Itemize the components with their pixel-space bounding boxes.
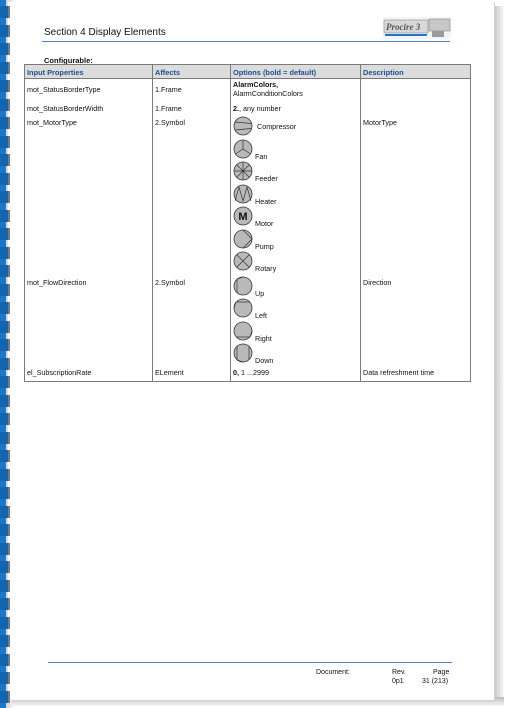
property-name: mot_StatusBorderWidth (27, 104, 104, 113)
option-fan (233, 139, 358, 162)
property-name: mot_MotorType (27, 118, 77, 127)
binding-ring (0, 543, 10, 555)
option-label: Heater (255, 196, 277, 206)
binding-ring (0, 487, 10, 499)
description-value: Data refreshment time (363, 367, 435, 377)
table-row-status-border-width (25, 101, 471, 115)
description-value: Direction (363, 277, 392, 287)
logo-text: Procire 3 (386, 22, 421, 32)
section-title: Section 4 Display Elements (44, 27, 166, 38)
affects-value: ELement (155, 367, 184, 377)
binding-ring (0, 413, 10, 425)
affects-value: 2.Symbol (155, 277, 185, 287)
binding-ring (0, 228, 10, 240)
option-down (233, 343, 358, 366)
table-row-flow-direction (25, 275, 471, 367)
table-row-subscription-rate (25, 367, 471, 382)
footer-rev-label: Rev. (392, 669, 406, 676)
binding-ring (0, 247, 10, 259)
binding-ring (0, 6, 10, 18)
option-label: Motor (255, 219, 274, 228)
binding-ring (0, 654, 10, 666)
binding-ring (0, 524, 10, 536)
option-default: 2. (233, 104, 239, 113)
property-name: mot_FlowDirection (27, 277, 87, 287)
binding-ring (0, 358, 10, 370)
fan-icon (233, 139, 253, 159)
col-header-description: Description (361, 65, 471, 79)
binding-ring (0, 99, 10, 111)
option-label: Pump (255, 241, 274, 251)
option-pump (233, 229, 358, 252)
table-row-motor-type (25, 115, 471, 275)
binding-ring (0, 580, 10, 592)
motor-icon (233, 206, 253, 226)
binding-ring (0, 302, 10, 314)
pump-icon (233, 229, 253, 249)
option-right (233, 321, 358, 344)
option-up (233, 276, 358, 299)
option-feeder (233, 161, 358, 184)
table-row-status-border-type (25, 79, 471, 102)
footer-page-label: Page (433, 669, 450, 676)
option-default: 0, (233, 367, 239, 377)
option-label: Compressor (257, 122, 297, 131)
affects-value: 2.Symbol (155, 118, 185, 127)
configurable-heading: Configurable: (44, 56, 93, 65)
binding-ring (0, 80, 10, 92)
motor-letter: M (238, 211, 248, 223)
binding-ring (0, 117, 10, 129)
binding-ring (0, 191, 10, 203)
option-label: Rotary (255, 264, 277, 273)
property-name: mot_StatusBorderType (27, 85, 101, 94)
binding-ring (0, 450, 10, 462)
col-header-options: Options (bold = default) (231, 65, 361, 79)
option-other: 1 ...2999 (239, 367, 269, 377)
affects-value: 1.Frame (155, 104, 182, 113)
option-label: Fan (255, 151, 268, 161)
binding-ring (0, 339, 10, 351)
col-header-affects: Affects (153, 65, 231, 79)
binding-ring (0, 635, 10, 647)
binding-ring (0, 376, 10, 388)
header-rule (42, 41, 450, 42)
option-default: AlarmColors, (233, 80, 279, 89)
option-label: Left (255, 311, 267, 320)
option-heater (233, 184, 358, 207)
option-left (233, 298, 358, 321)
option-label: Up (255, 288, 265, 298)
input-properties-table (24, 64, 471, 382)
flow-up-icon (233, 276, 253, 296)
option-compressor (233, 116, 358, 139)
heater-icon (233, 184, 253, 204)
footer-page-value: 31 (213) (422, 678, 449, 685)
option-rotary (233, 251, 358, 274)
binding-ring (0, 598, 10, 610)
binding-ring (0, 210, 10, 222)
footer-rule (48, 662, 452, 663)
binding-ring (0, 691, 10, 703)
binding-ring (0, 136, 10, 148)
binding-ring (0, 672, 10, 684)
binding-ring (0, 62, 10, 74)
binding-ring (0, 469, 10, 481)
option-other: AlarmConditionColors (233, 89, 303, 98)
property-name: el_SubscriptionRate (27, 367, 92, 377)
binding-ring (0, 321, 10, 333)
binding-ring (0, 25, 10, 37)
binding-ring (0, 395, 10, 407)
binding-ring (0, 173, 10, 185)
feeder-icon (233, 161, 253, 181)
footer-rev-value: 0p1 (392, 678, 404, 685)
binding-ring (0, 561, 10, 573)
table-header-row (25, 65, 471, 79)
option-label: Down (255, 356, 274, 365)
compressor-icon (233, 116, 253, 136)
description-value: MotorType (363, 118, 397, 127)
option-label: Right (255, 333, 272, 343)
flow-down-icon (233, 343, 253, 363)
flow-right-icon (233, 321, 253, 341)
binding-ring (0, 265, 10, 277)
binding-ring (0, 154, 10, 166)
option-label: Feeder (255, 174, 278, 183)
binding-ring (0, 617, 10, 629)
company-logo (383, 17, 451, 39)
rotary-icon (233, 251, 253, 271)
col-header-input-properties: Input Properties (25, 65, 153, 79)
binding-ring (0, 43, 10, 55)
binding-ring (0, 506, 10, 518)
binding-ring (0, 432, 10, 444)
option-motor (233, 206, 358, 229)
binding-ring (0, 284, 10, 296)
option-other: , any number (239, 104, 281, 113)
affects-value: 1.Frame (155, 85, 182, 94)
footer-document-label: Document: (316, 669, 350, 676)
flow-left-icon (233, 298, 253, 318)
